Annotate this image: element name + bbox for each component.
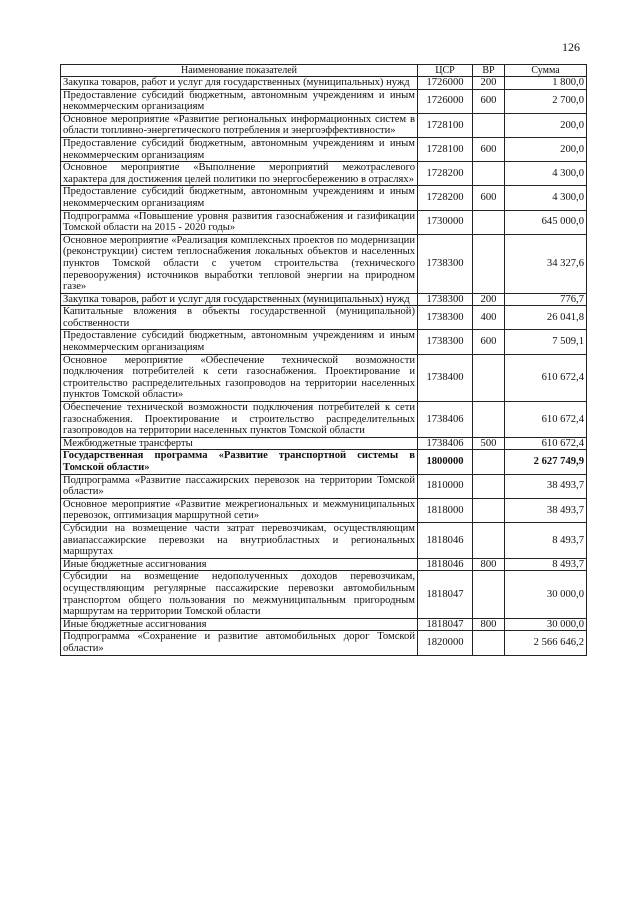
table-row xyxy=(61,77,587,90)
table-row xyxy=(61,498,587,522)
table-row xyxy=(61,89,587,113)
cell-name: Основное мероприятие «Развитие региональных информационных систем в области топливно-энергетического потребления и энергоэффективности» xyxy=(61,113,418,137)
cell-csr: 1738300 xyxy=(418,293,473,306)
cell-vr xyxy=(473,631,505,655)
cell-csr: 1800000 xyxy=(418,450,473,474)
cell-csr: 1818047 xyxy=(418,618,473,631)
table-row xyxy=(61,437,587,450)
cell-name: Основное мероприятие «Развитие межрегиональных и межмуниципальных перевозок, оптимизация маршрутной сети» xyxy=(61,498,418,522)
table-row xyxy=(61,631,587,655)
table-row xyxy=(61,618,587,631)
cell-vr: 800 xyxy=(473,618,505,631)
cell-csr: 1818046 xyxy=(418,522,473,558)
table-row xyxy=(61,474,587,498)
cell-name: Обеспечение технической возможности подключения потребителей к сети газоснабжения. Проектирование и строительство распределительных газопроводов на территории населенных пунктов Томской области xyxy=(61,402,418,438)
column-header-csr: ЦСР xyxy=(418,65,473,77)
cell-csr: 1738406 xyxy=(418,437,473,450)
cell-sum: 30 000,0 xyxy=(505,571,587,618)
table-row xyxy=(61,354,587,401)
table-row xyxy=(61,234,587,293)
table-row xyxy=(61,450,587,474)
cell-sum: 4 300,0 xyxy=(505,186,587,210)
table-row xyxy=(61,113,587,137)
cell-csr: 1728100 xyxy=(418,137,473,161)
cell-name: Основное мероприятие «Реализация комплексных проектов по модернизации (реконструкции) систем теплоснабжения локальных объектов и населенных пунктов Томской области с учетом строительства (технического перевооружения) источников выработки тепловой энергии на природном газе» xyxy=(61,234,418,293)
cell-csr: 1728100 xyxy=(418,113,473,137)
cell-name: Подпрограмма «Развитие пассажирских перевозок на территории Томской области» xyxy=(61,474,418,498)
cell-sum: 4 300,0 xyxy=(505,162,587,186)
cell-csr: 1738300 xyxy=(418,306,473,330)
cell-sum: 645 000,0 xyxy=(505,210,587,234)
cell-name: Предоставление субсидий бюджетным, автономным учреждениям и иным некоммерческим организациям xyxy=(61,89,418,113)
table-row xyxy=(61,402,587,438)
cell-csr: 1738406 xyxy=(418,402,473,438)
cell-csr: 1818046 xyxy=(418,558,473,571)
cell-name: Капитальные вложения в объекты государственной (муниципальной) собственности xyxy=(61,306,418,330)
cell-vr: 800 xyxy=(473,558,505,571)
cell-name: Подпрограмма «Сохранение и развитие автомобильных дорог Томской области» xyxy=(61,631,418,655)
cell-sum: 30 000,0 xyxy=(505,618,587,631)
cell-vr xyxy=(473,113,505,137)
cell-vr xyxy=(473,162,505,186)
column-header-name: Наименование показателей xyxy=(61,65,418,77)
cell-name: Государственная программа «Развитие транспортной системы в Томской области» xyxy=(61,450,418,474)
table-row xyxy=(61,330,587,354)
cell-sum: 1 800,0 xyxy=(505,77,587,90)
cell-sum: 26 041,8 xyxy=(505,306,587,330)
cell-sum: 200,0 xyxy=(505,137,587,161)
cell-csr: 1730000 xyxy=(418,210,473,234)
cell-sum: 610 672,4 xyxy=(505,354,587,401)
cell-vr xyxy=(473,354,505,401)
cell-vr: 400 xyxy=(473,306,505,330)
cell-name: Подпрограмма «Повышение уровня развития газоснабжения и газификации Томской области на 2015 - 2020 годы» xyxy=(61,210,418,234)
table-header-row xyxy=(61,65,587,77)
cell-csr: 1818000 xyxy=(418,498,473,522)
cell-name: Иные бюджетные ассигнования xyxy=(61,558,418,571)
cell-sum: 2 627 749,9 xyxy=(505,450,587,474)
cell-vr: 500 xyxy=(473,437,505,450)
cell-name: Межбюджетные трансферты xyxy=(61,437,418,450)
cell-vr: 600 xyxy=(473,186,505,210)
column-header-sum: Сумма xyxy=(505,65,587,77)
table-row xyxy=(61,522,587,558)
cell-sum: 200,0 xyxy=(505,113,587,137)
cell-csr: 1738300 xyxy=(418,234,473,293)
cell-sum: 2 566 646,2 xyxy=(505,631,587,655)
cell-vr xyxy=(473,402,505,438)
cell-vr xyxy=(473,571,505,618)
cell-sum: 776,7 xyxy=(505,293,587,306)
cell-csr: 1738300 xyxy=(418,330,473,354)
table-row xyxy=(61,571,587,618)
cell-csr: 1810000 xyxy=(418,474,473,498)
cell-name: Основное мероприятие «Обеспечение технической возможности подключения потребителей к сети газоснабжения. Проектирование и строительство распределительных газопроводов на территории населенных пунктов Томской области» xyxy=(61,354,418,401)
cell-vr xyxy=(473,450,505,474)
cell-sum: 38 493,7 xyxy=(505,498,587,522)
budget-table xyxy=(60,64,587,656)
cell-name: Иные бюджетные ассигнования xyxy=(61,618,418,631)
cell-name: Субсидии на возмещение части затрат перевозчикам, осуществляющим авиапассажирские перевозки на внутриобластных и региональных маршрутах xyxy=(61,522,418,558)
cell-vr: 600 xyxy=(473,89,505,113)
table-row xyxy=(61,558,587,571)
table-row xyxy=(61,306,587,330)
cell-vr: 600 xyxy=(473,330,505,354)
table-row xyxy=(61,162,587,186)
cell-vr: 200 xyxy=(473,293,505,306)
cell-name: Предоставление субсидий бюджетным, автономным учреждениям и иным некоммерческим организациям xyxy=(61,330,418,354)
cell-csr: 1818047 xyxy=(418,571,473,618)
table-row xyxy=(61,137,587,161)
column-header-vr: ВР xyxy=(473,65,505,77)
cell-vr xyxy=(473,498,505,522)
cell-csr: 1820000 xyxy=(418,631,473,655)
cell-sum: 34 327,6 xyxy=(505,234,587,293)
table-row xyxy=(61,210,587,234)
cell-name: Основное мероприятие «Выполнение мероприятий межотраслевого характера для достижения целей политики по энергосбережению в отраслях» xyxy=(61,162,418,186)
cell-csr: 1726000 xyxy=(418,77,473,90)
cell-vr xyxy=(473,210,505,234)
cell-sum: 2 700,0 xyxy=(505,89,587,113)
table-body xyxy=(61,77,587,656)
cell-name: Предоставление субсидий бюджетным, автономным учреждениям и иным некоммерческим организациям xyxy=(61,137,418,161)
page-number: 126 xyxy=(562,40,580,54)
cell-vr xyxy=(473,234,505,293)
cell-csr: 1728200 xyxy=(418,186,473,210)
cell-sum: 38 493,7 xyxy=(505,474,587,498)
cell-sum: 8 493,7 xyxy=(505,522,587,558)
cell-csr: 1728200 xyxy=(418,162,473,186)
cell-sum: 610 672,4 xyxy=(505,402,587,438)
cell-name: Субсидии на возмещение недополученных доходов перевозчикам, осуществляющим регулярные пассажирские перевозки автомобильным транспортом общего пользования по межмуниципальным пригородным маршрутам на территории Томской области xyxy=(61,571,418,618)
cell-csr: 1726000 xyxy=(418,89,473,113)
cell-sum: 8 493,7 xyxy=(505,558,587,571)
cell-sum: 7 509,1 xyxy=(505,330,587,354)
cell-vr xyxy=(473,522,505,558)
cell-vr: 600 xyxy=(473,137,505,161)
cell-csr: 1738400 xyxy=(418,354,473,401)
cell-name: Предоставление субсидий бюджетным, автономным учреждениям и иным некоммерческим организациям xyxy=(61,186,418,210)
cell-sum: 610 672,4 xyxy=(505,437,587,450)
table-row xyxy=(61,186,587,210)
cell-name: Закупка товаров, работ и услуг для государственных (муниципальных) нужд xyxy=(61,293,418,306)
cell-vr: 200 xyxy=(473,77,505,90)
table-row xyxy=(61,293,587,306)
cell-name: Закупка товаров, работ и услуг для государственных (муниципальных) нужд xyxy=(61,77,418,90)
cell-vr xyxy=(473,474,505,498)
